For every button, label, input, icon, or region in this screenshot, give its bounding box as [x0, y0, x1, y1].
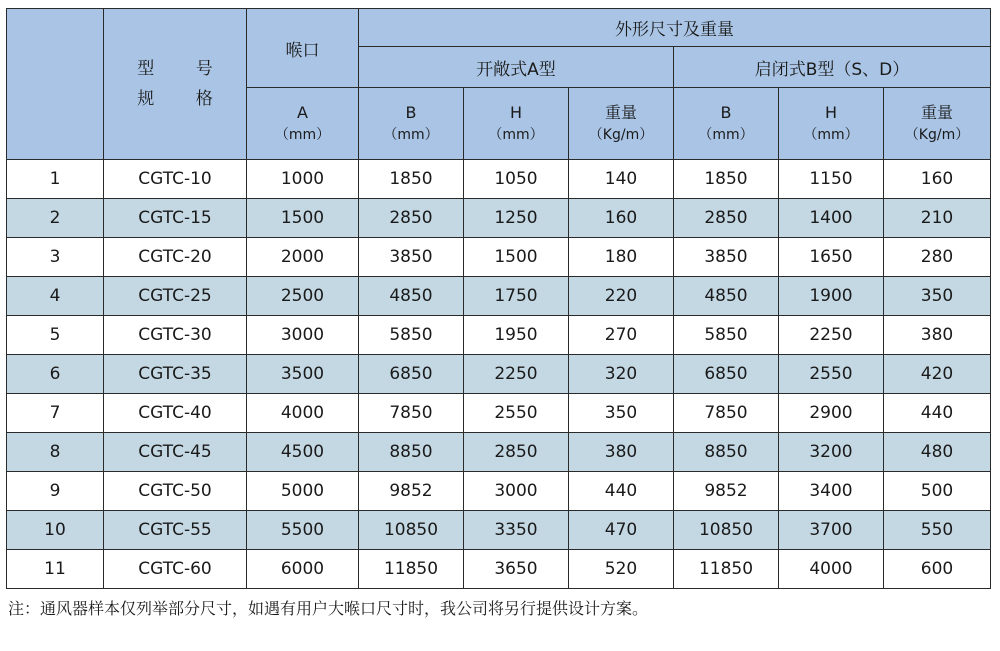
row-typeb-h: 4000	[779, 550, 884, 589]
table-row	[7, 199, 991, 238]
row-model: CGTC-55	[104, 511, 247, 550]
row-throat-a: 2500	[247, 277, 359, 316]
row-model: CGTC-10	[104, 160, 247, 199]
row-typeb-h: 1900	[779, 277, 884, 316]
row-index: 8	[7, 433, 104, 472]
row-typeb-b: 10850	[674, 511, 779, 550]
table-row	[7, 472, 991, 511]
table-row	[7, 316, 991, 355]
header-col-weight-typea: 重量 （Kg/m）	[569, 88, 674, 160]
table-row	[7, 394, 991, 433]
row-typea-weight: 440	[569, 472, 674, 511]
table-row	[7, 511, 991, 550]
row-typea-h: 3650	[464, 550, 569, 589]
header-index-cell	[7, 9, 104, 160]
row-typeb-b: 4850	[674, 277, 779, 316]
table-row	[7, 355, 991, 394]
row-typeb-h: 2550	[779, 355, 884, 394]
table-row	[7, 277, 991, 316]
row-model: CGTC-60	[104, 550, 247, 589]
row-typeb-weight: 480	[884, 433, 991, 472]
row-model: CGTC-20	[104, 238, 247, 277]
row-typea-h: 1750	[464, 277, 569, 316]
row-typea-h: 1500	[464, 238, 569, 277]
row-typea-h: 1050	[464, 160, 569, 199]
row-throat-a: 6000	[247, 550, 359, 589]
row-typea-h: 2250	[464, 355, 569, 394]
row-typeb-weight: 350	[884, 277, 991, 316]
row-typeb-weight: 280	[884, 238, 991, 277]
row-index: 10	[7, 511, 104, 550]
spec-table	[6, 8, 991, 589]
header-col-a: A （mm）	[247, 88, 359, 160]
row-index: 1	[7, 160, 104, 199]
row-typeb-b: 5850	[674, 316, 779, 355]
row-typeb-weight: 210	[884, 199, 991, 238]
row-typeb-weight: 500	[884, 472, 991, 511]
row-typeb-b: 9852	[674, 472, 779, 511]
row-index: 3	[7, 238, 104, 277]
row-typea-b: 10850	[359, 511, 464, 550]
row-typeb-b: 6850	[674, 355, 779, 394]
header-col-h-typea: H （mm）	[464, 88, 569, 160]
row-typea-weight: 220	[569, 277, 674, 316]
row-typeb-weight: 160	[884, 160, 991, 199]
header-outer-group: 外形尺寸及重量	[359, 9, 991, 47]
table-row	[7, 433, 991, 472]
row-typeb-h: 1650	[779, 238, 884, 277]
row-model: CGTC-15	[104, 199, 247, 238]
header-type-b: 启闭式B型（S、D）	[674, 47, 991, 88]
row-typea-weight: 160	[569, 199, 674, 238]
row-throat-a: 4500	[247, 433, 359, 472]
table-row	[7, 550, 991, 589]
row-model: CGTC-40	[104, 394, 247, 433]
row-typea-weight: 470	[569, 511, 674, 550]
table-header	[7, 9, 991, 160]
row-index: 5	[7, 316, 104, 355]
footnote: 注：通风器样本仅列举部分尺寸，如遇有用户大喉口尺寸时，我公司将另行提供设计方案。	[8, 599, 649, 618]
row-model: CGTC-45	[104, 433, 247, 472]
table-row	[7, 160, 991, 199]
row-typeb-b: 3850	[674, 238, 779, 277]
row-typea-h: 1950	[464, 316, 569, 355]
row-index: 11	[7, 550, 104, 589]
header-model-line1: 型 号	[137, 59, 231, 79]
row-throat-a: 2000	[247, 238, 359, 277]
row-typea-h: 1250	[464, 199, 569, 238]
row-typea-b: 6850	[359, 355, 464, 394]
row-typeb-b: 8850	[674, 433, 779, 472]
row-throat-a: 3500	[247, 355, 359, 394]
row-typeb-h: 3700	[779, 511, 884, 550]
row-model: CGTC-25	[104, 277, 247, 316]
row-model: CGTC-35	[104, 355, 247, 394]
row-typea-b: 5850	[359, 316, 464, 355]
row-typeb-h: 1150	[779, 160, 884, 199]
header-model-line2: 规 格	[137, 89, 231, 109]
row-typea-b: 7850	[359, 394, 464, 433]
row-typeb-weight: 440	[884, 394, 991, 433]
row-typeb-b: 1850	[674, 160, 779, 199]
row-index: 9	[7, 472, 104, 511]
row-typeb-h: 3200	[779, 433, 884, 472]
header-col-b-typeb: B （mm）	[674, 88, 779, 160]
row-throat-a: 5000	[247, 472, 359, 511]
row-typeb-weight: 600	[884, 550, 991, 589]
row-model: CGTC-50	[104, 472, 247, 511]
table-row	[7, 238, 991, 277]
row-typea-weight: 320	[569, 355, 674, 394]
row-index: 2	[7, 199, 104, 238]
row-typea-weight: 140	[569, 160, 674, 199]
row-index: 7	[7, 394, 104, 433]
row-typea-b: 8850	[359, 433, 464, 472]
row-typeb-h: 2250	[779, 316, 884, 355]
row-typea-b: 1850	[359, 160, 464, 199]
row-throat-a: 4000	[247, 394, 359, 433]
table-body	[7, 160, 991, 589]
row-typea-weight: 520	[569, 550, 674, 589]
row-index: 4	[7, 277, 104, 316]
row-typea-weight: 380	[569, 433, 674, 472]
row-typeb-b: 7850	[674, 394, 779, 433]
row-typea-b: 4850	[359, 277, 464, 316]
row-typea-b: 11850	[359, 550, 464, 589]
row-typeb-h: 1400	[779, 199, 884, 238]
row-typea-h: 3000	[464, 472, 569, 511]
row-index: 6	[7, 355, 104, 394]
row-typea-weight: 270	[569, 316, 674, 355]
row-typeb-weight: 550	[884, 511, 991, 550]
row-typeb-b: 2850	[674, 199, 779, 238]
row-throat-a: 1500	[247, 199, 359, 238]
header-model-cell	[104, 9, 247, 160]
row-typea-b: 9852	[359, 472, 464, 511]
header-col-weight-typeb: 重量 （Kg/m）	[884, 88, 991, 160]
row-typea-h: 2850	[464, 433, 569, 472]
row-typea-h: 3350	[464, 511, 569, 550]
row-typea-b: 3850	[359, 238, 464, 277]
row-model: CGTC-30	[104, 316, 247, 355]
header-col-b-typea: B （mm）	[359, 88, 464, 160]
row-throat-a: 1000	[247, 160, 359, 199]
row-typea-weight: 350	[569, 394, 674, 433]
row-typeb-h: 2900	[779, 394, 884, 433]
header-type-a: 开敞式A型	[359, 47, 674, 88]
row-typeb-weight: 380	[884, 316, 991, 355]
header-col-h-typeb: H （mm）	[779, 88, 884, 160]
row-typeb-h: 3400	[779, 472, 884, 511]
row-typeb-weight: 420	[884, 355, 991, 394]
header-throat: 喉口	[247, 9, 359, 88]
row-typea-b: 2850	[359, 199, 464, 238]
row-typea-h: 2550	[464, 394, 569, 433]
row-throat-a: 5500	[247, 511, 359, 550]
row-typeb-b: 11850	[674, 550, 779, 589]
row-throat-a: 3000	[247, 316, 359, 355]
row-typea-weight: 180	[569, 238, 674, 277]
